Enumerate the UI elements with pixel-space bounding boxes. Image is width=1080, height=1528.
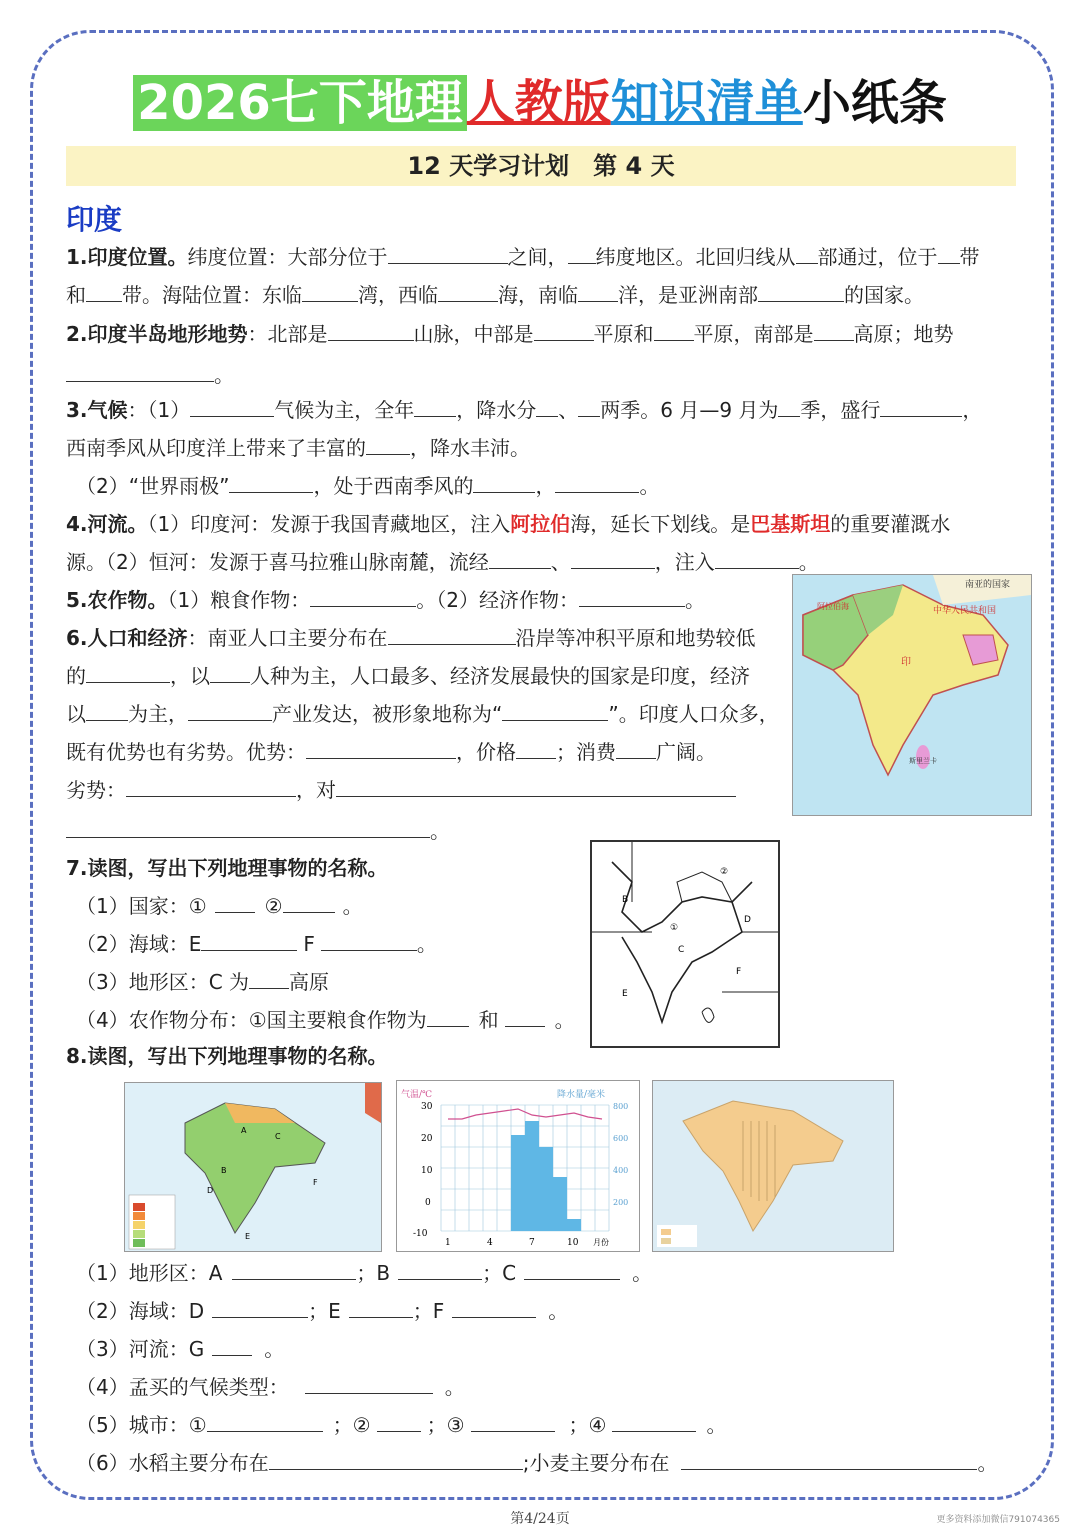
crop-distribution-map [652, 1080, 894, 1252]
svg-text:B: B [622, 895, 629, 905]
q8-b: （2）海域：D ；E ；F 。 [76, 1299, 569, 1323]
q6-line2: 的 ，以 人种为主，人口最多、经济发展最快的国家是印度，经济 [66, 664, 750, 688]
svg-text:D: D [744, 915, 751, 925]
q3-line1: 3.气候：（1） 气候为主，全年 ，降水分 、 两季。6 月—9 月为 季，盛行 ， [66, 398, 983, 422]
q7-b: （2）海域：E F 。 [76, 932, 437, 956]
svg-text:斯里兰卡: 斯里兰卡 [909, 757, 937, 765]
q7-heading: 7.读图，写出下列地理事物的名称。 [66, 856, 388, 880]
q2-line2: 。 [66, 361, 234, 389]
svg-text:月份: 月份 [593, 1238, 609, 1247]
q8-c: （3）河流：G 。 [76, 1337, 285, 1361]
svg-text:C: C [678, 945, 685, 955]
q2-line1: 2.印度半岛地形地势：北部是 山脉，中部是 平原和 平原，南部是 高原；地势 [66, 322, 954, 346]
svg-text:①: ① [670, 923, 679, 933]
q6-line6: 。 [66, 817, 450, 845]
q7-d: （4）农作物分布：①国主要粮食作物为 和 。 [76, 1008, 575, 1032]
q8-e: （5）城市：① ；② ；③ ；④ 。 [76, 1413, 727, 1437]
q8-heading: 8.读图，写出下列地理事物的名称。 [66, 1044, 388, 1068]
svg-text:0: 0 [425, 1198, 431, 1208]
q7-a: （1）国家：① ② 。 [76, 894, 363, 918]
q6-line4: 既有优势也有劣势。优势： ，价格 ；消费 广阔。 [66, 740, 716, 764]
plan-banner: 12 天学习计划 第 4 天 [66, 146, 1016, 186]
q3-line3: （2）“世界雨极” ，处于西南季风的 ， 。 [76, 474, 660, 498]
svg-text:4: 4 [487, 1238, 493, 1248]
page-title: 2026七下地理人教版知识清单小纸条 [0, 64, 1080, 133]
svg-text:10: 10 [421, 1166, 433, 1176]
south-asia-countries-map [792, 574, 1032, 816]
q3-line2: 西南季风从印度洋上带来了丰富的 ，降水丰沛。 [66, 436, 530, 460]
q7-c: （3）地形区：C 为 高原 [76, 970, 330, 994]
svg-text:20: 20 [421, 1134, 433, 1144]
svg-text:D: D [207, 1186, 214, 1195]
q8-a: （1）地形区：A ；B ；C 。 [76, 1261, 653, 1285]
svg-text:气温/℃: 气温/℃ [401, 1090, 433, 1100]
svg-text:阿拉伯海: 阿拉伯海 [817, 602, 849, 611]
q5-line: 5.农作物。（1）粮食作物： 。（2）经济作物： 。 [66, 588, 705, 612]
q1-line2: 和 带。海陆位置：东临 湾，西临 海，南临 洋，是亚洲南部 的国家。 [66, 283, 924, 307]
svg-text:中华人民共和国: 中华人民共和国 [933, 606, 997, 616]
svg-text:30: 30 [421, 1102, 433, 1112]
svg-text:200: 200 [613, 1198, 629, 1207]
svg-text:C: C [275, 1132, 281, 1141]
climate-chart [396, 1080, 640, 1252]
q8-f: （6）水稻主要分布在 ;小麦主要分布在 。 [76, 1451, 998, 1475]
watermark-note: 更多资料添加微信791074365 [936, 1515, 1060, 1525]
svg-text:F: F [313, 1178, 318, 1187]
svg-text:800: 800 [613, 1102, 629, 1111]
q6-line5: 劣势： ，对 [66, 776, 736, 804]
svg-text:南亚的国家: 南亚的国家 [965, 580, 1011, 590]
svg-text:E: E [622, 989, 628, 999]
page-number: 第4/24页 [510, 1511, 570, 1527]
svg-text:E: E [245, 1232, 251, 1241]
svg-text:②: ② [720, 867, 729, 877]
svg-text:A: A [241, 1126, 247, 1135]
q6-line3: 以 为主， 产业发达，被形象地称为“ ”。印度人口众多， [66, 702, 779, 726]
q6-line1: 6.人口和经济：南亚人口主要分布在 沿岸等冲积平原和地势较低 [66, 626, 756, 650]
section-heading: 印度 [66, 203, 123, 236]
south-asia-outline-map [590, 840, 780, 1048]
q1-line1: 1.印度位置。纬度位置：大部分位于 之间， 纬度地区。北回归线从 部通过，位于 带 [66, 245, 980, 269]
svg-text:400: 400 [613, 1166, 629, 1175]
svg-text:10: 10 [567, 1238, 579, 1248]
svg-text:7: 7 [529, 1238, 535, 1248]
svg-text:B: B [221, 1166, 227, 1175]
india-topographic-map [124, 1082, 382, 1252]
q8-d: （4）孟买的气候类型： 。 [76, 1375, 465, 1399]
svg-text:1: 1 [445, 1238, 451, 1248]
q4-line1: 4.河流。（1）印度河：发源于我国青藏地区，注入阿拉伯海，延长下划线。是巴基斯坦的重要灌溉水 [66, 512, 951, 536]
svg-text:600: 600 [613, 1134, 629, 1143]
svg-text:降水量/毫米: 降水量/毫米 [557, 1090, 606, 1100]
svg-text:F: F [736, 967, 742, 977]
svg-text:印: 印 [901, 657, 911, 668]
q4-line2: 源。（2）恒河：发源于喜马拉雅山脉南麓，流经 、 ，注入 。 [66, 550, 819, 574]
svg-text:-10: -10 [413, 1229, 428, 1239]
